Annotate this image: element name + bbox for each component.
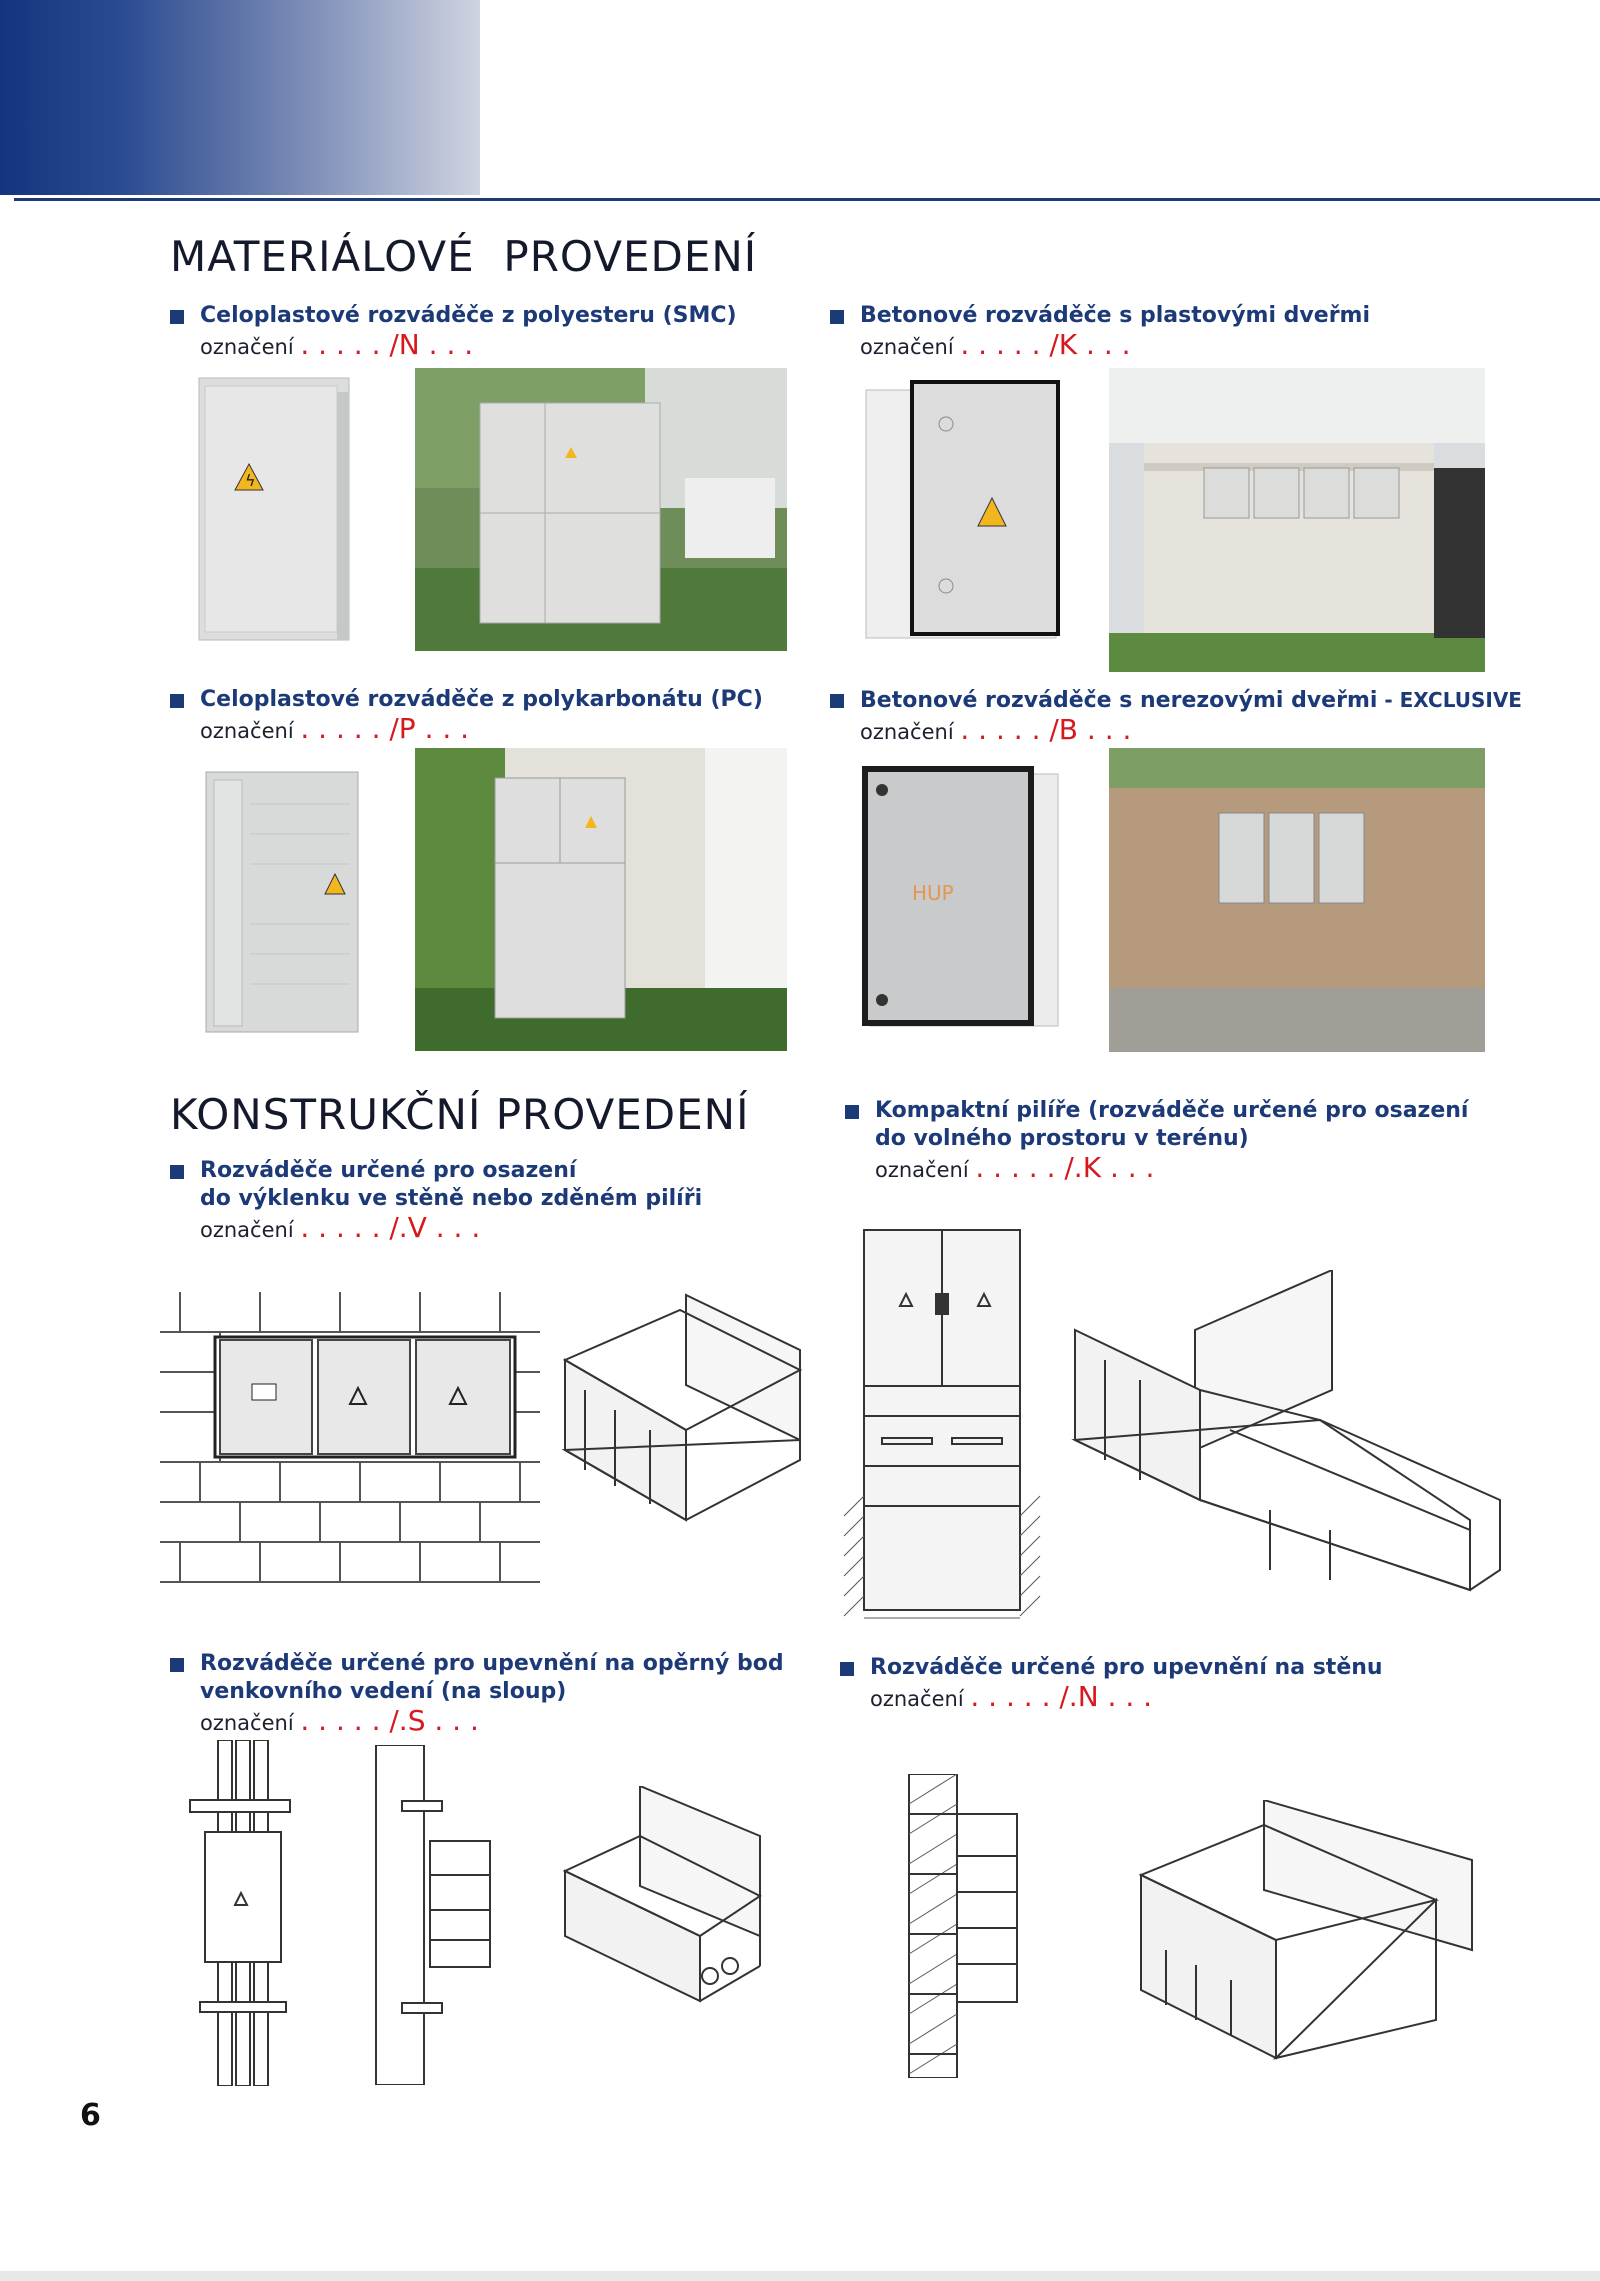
- bullet-icon: [830, 694, 844, 708]
- svg-text:ϟ: ϟ: [245, 471, 256, 490]
- bullet-icon: [170, 694, 184, 708]
- bullet-icon: [830, 310, 844, 324]
- footer-rule: [0, 2271, 1600, 2281]
- pole-front-drawing: [180, 1740, 300, 2086]
- wall-side-drawing: [905, 1774, 1025, 2078]
- marking-code: . . . . . /.V . . .: [300, 1211, 481, 1244]
- pc-garden-photo: [415, 748, 787, 1051]
- item-title: Rozváděče určené pro upevnění na stěnu: [840, 1654, 1560, 1682]
- construction-item-pillar: [845, 1097, 1565, 1185]
- pole-side-drawing: [362, 1745, 502, 2085]
- niche-wall-drawing: [160, 1292, 540, 1592]
- item-marking: označení . . . . . /N . . .: [200, 328, 474, 361]
- item-title: Celoplastové rozváděče z polyesteru (SMC): [170, 302, 810, 330]
- item-title: Rozváděče určené pro upevnění na opěrný bod venkovního vedení (na sloup): [170, 1650, 810, 1706]
- item-marking: označení . . . . . /.V . . .: [200, 1211, 481, 1244]
- marking-code: . . . . . /N . . .: [300, 328, 474, 361]
- svg-text:HUP: HUP: [912, 881, 954, 905]
- construction-section-title: KONSTRUKČNÍ PROVEDENÍ: [170, 1090, 750, 1139]
- construction-item-niche: [170, 1157, 810, 1245]
- bullet-icon: [170, 1658, 184, 1672]
- marking-code: . . . . . /P . . .: [300, 712, 470, 745]
- material-item-concrete-plastic: [830, 302, 1530, 362]
- header-gradient-block: [0, 0, 480, 195]
- material-section-title: MATERIÁLOVÉ PROVEDENÍ: [170, 232, 758, 281]
- page-number: 6: [80, 2098, 101, 2133]
- concrete-wall-photo: [1109, 368, 1485, 672]
- pole-cabinet-iso-drawing: [560, 1786, 770, 2008]
- wall-cabinet-iso-drawing: [1136, 1800, 1476, 2066]
- niche-cabinet-iso-drawing: [560, 1290, 820, 1538]
- item-marking: označení . . . . . /.S . . .: [200, 1704, 479, 1737]
- material-item-pc: [170, 686, 810, 746]
- construction-item-pole: [170, 1650, 810, 1738]
- material-item-concrete-steel: [830, 686, 1570, 747]
- pc-cabinet-photo: [200, 764, 368, 1036]
- item-marking: označení . . . . . /.N . . .: [870, 1680, 1153, 1713]
- header-rule: [14, 198, 1600, 201]
- bullet-icon: [170, 1165, 184, 1179]
- material-item-smc: [170, 302, 810, 362]
- smc-garden-photo: [415, 368, 787, 651]
- pillar-front-drawing: [842, 1226, 1042, 1622]
- item-marking: označení . . . . . /B . . .: [860, 713, 1132, 746]
- bullet-icon: [845, 1105, 859, 1119]
- bullet-icon: [840, 1662, 854, 1676]
- item-title: Celoplastové rozváděče z polykarbonátu (PC): [170, 686, 810, 714]
- item-marking: označení . . . . . /.K . . .: [875, 1151, 1155, 1184]
- item-title: Betonové rozváděče s plastovými dveřmi: [830, 302, 1530, 330]
- item-marking: označení . . . . . /K . . .: [860, 328, 1131, 361]
- item-title: Betonové rozváděče s nerezovými dveřmi - EXCLUSIVE: [830, 686, 1570, 715]
- construction-item-wall: [840, 1654, 1560, 1714]
- marking-code: . . . . . /.N . . .: [970, 1680, 1153, 1713]
- item-marking: označení . . . . . /P . . .: [200, 712, 470, 745]
- item-title: Rozváděče určené pro osazení do výklenku ve stěně nebo zděném pilíři: [170, 1157, 810, 1213]
- marking-code: . . . . . /K . . .: [960, 328, 1131, 361]
- stone-wall-photo: [1109, 748, 1485, 1052]
- marking-code: . . . . . /B . . .: [960, 713, 1132, 746]
- concrete-plastic-cabinet-photo: [862, 376, 1062, 646]
- marking-code: . . . . . /.S . . .: [300, 1704, 479, 1737]
- smc-cabinet-photo: [195, 372, 357, 644]
- pillar-iso-drawing: [1070, 1270, 1510, 1616]
- marking-code: . . . . . /.K . . .: [975, 1151, 1155, 1184]
- item-title: Kompaktní pilíře (rozváděče určené pro osazení do volného prostoru v terénu): [845, 1097, 1565, 1153]
- stainless-cabinet-photo: [860, 760, 1062, 1032]
- bullet-icon: [170, 310, 184, 324]
